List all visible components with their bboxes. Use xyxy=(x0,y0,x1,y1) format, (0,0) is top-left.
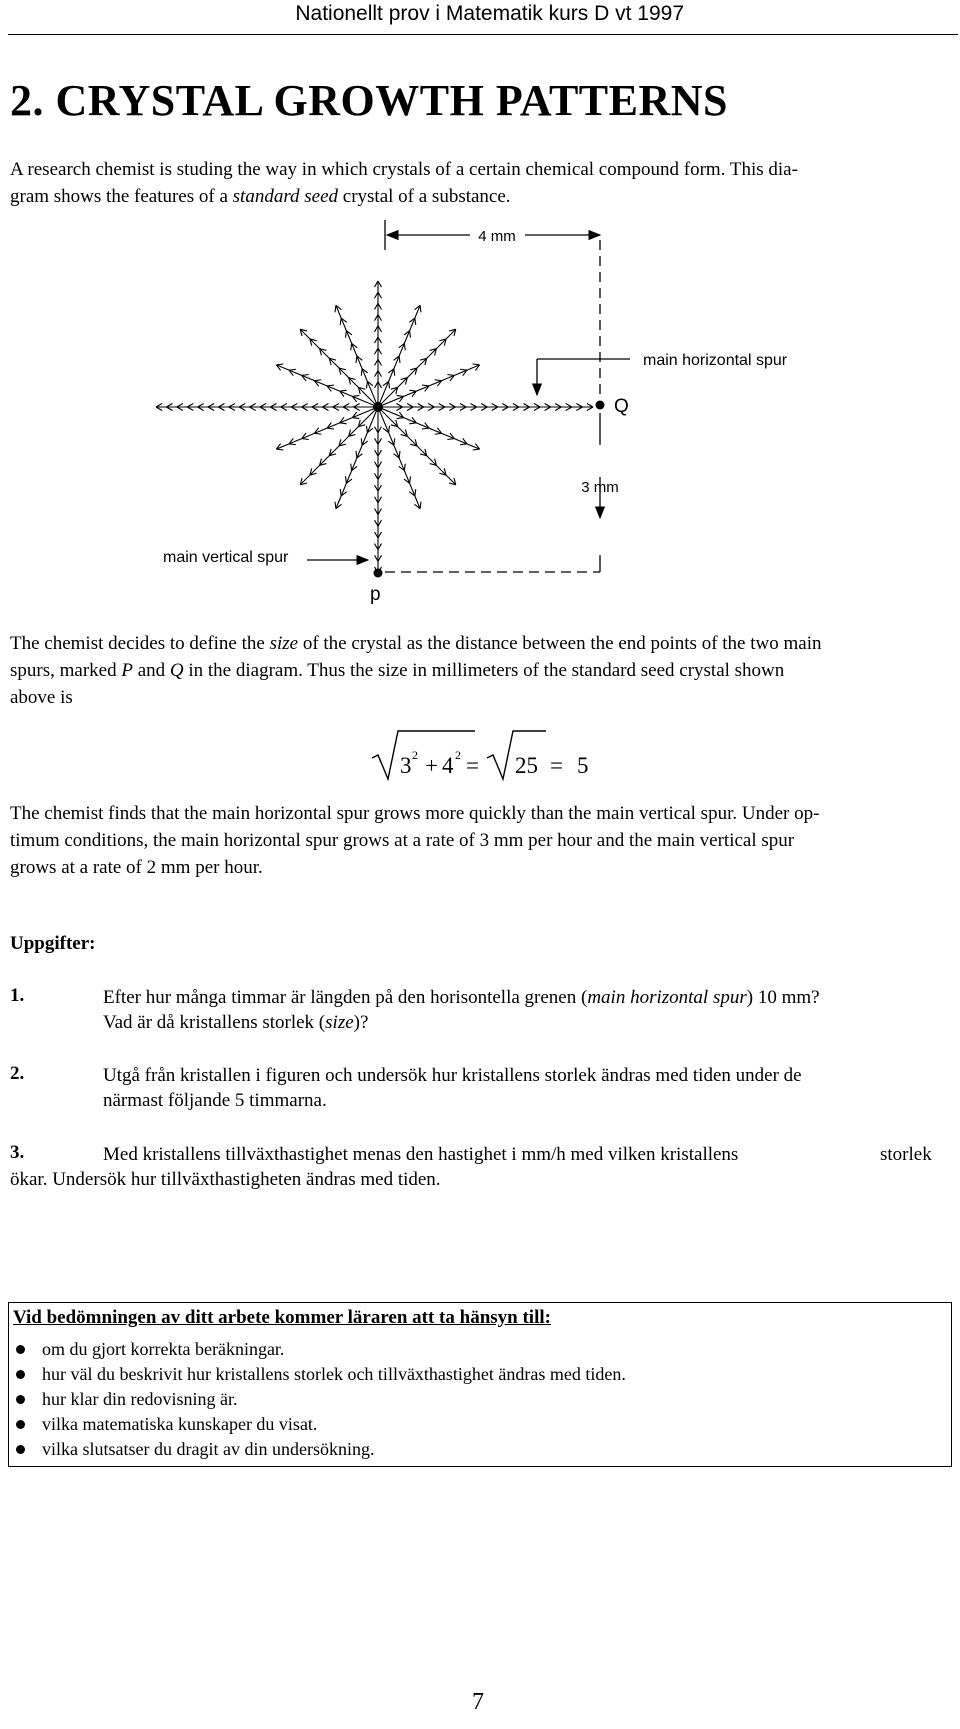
crystal-barb xyxy=(447,439,454,440)
size-line-2: spurs, marked P and Q in the diagram. Thus the size in millimeters of the standard seed crystal shown xyxy=(10,660,785,681)
crystal-barb xyxy=(302,439,309,440)
crystal-seed xyxy=(156,281,593,573)
crystal-barb xyxy=(366,381,367,388)
crystal-barb xyxy=(420,305,421,312)
page-header: Nationellt prov i Matematik kurs D vt 1997 xyxy=(295,2,684,25)
crystal-barb xyxy=(345,476,346,483)
formula-plus: + xyxy=(425,753,438,778)
growth-paragraph xyxy=(10,800,945,881)
dimension-3mm xyxy=(385,413,600,572)
intro-line-2: gram shows the features of a standard seed crystal of a substance. xyxy=(10,186,511,207)
dimension-4mm-label: 4 mm xyxy=(478,228,516,245)
crystal-center xyxy=(373,402,383,412)
label-q: Q xyxy=(614,396,629,417)
task-3-number: 3. xyxy=(10,1142,25,1163)
size-line-3: above is xyxy=(10,687,73,708)
formula-radicand: 25 xyxy=(515,753,538,778)
crystal-barb xyxy=(447,374,454,375)
crystal-barb xyxy=(327,428,334,429)
label-main-vertical-spur: main vertical spur xyxy=(163,549,289,566)
task-1-number: 1. xyxy=(10,985,25,1006)
crystal-barb xyxy=(335,502,336,509)
crystal-barb xyxy=(409,423,416,424)
crystal-barb xyxy=(397,418,404,419)
crystal-barb xyxy=(351,343,352,350)
formula-term-b: 4 xyxy=(442,753,454,778)
header-rule xyxy=(8,34,958,35)
crystal-barb xyxy=(361,369,362,376)
crystal-barb xyxy=(289,444,296,445)
crystal-barb xyxy=(314,380,321,381)
point-p xyxy=(374,569,383,578)
crystal-barb xyxy=(352,418,359,419)
crystal-barb xyxy=(399,356,400,363)
crystal-barb xyxy=(422,385,429,386)
formula-eq-2: = xyxy=(550,753,563,778)
growth-line-3: grows at a rate of 2 mm per hour. xyxy=(10,857,263,878)
crystal-barb xyxy=(473,449,480,450)
crystal-barb xyxy=(276,449,283,450)
crystal-barb xyxy=(340,489,341,496)
crystal-barb xyxy=(276,364,283,365)
point-q xyxy=(596,401,605,410)
size-formula xyxy=(370,725,620,785)
crystal-barb xyxy=(352,395,359,396)
assessment-list xyxy=(9,1337,626,1462)
assessment-box xyxy=(8,1302,952,1467)
crystal-barb xyxy=(356,451,357,458)
crystal-barb xyxy=(410,476,411,483)
formula-exp-a: 2 xyxy=(412,748,418,762)
crystal-barb xyxy=(389,426,390,433)
task-1-text: Efter hur många timmar är längden på den horisontella grenen (main horizontal spur) 10 mm? Vad är då kristallens storlek (size)? xyxy=(103,987,820,1033)
formula-result: 5 xyxy=(577,753,589,778)
assessment-item: vilka matematiska kunskaper du visat. xyxy=(9,1412,626,1437)
tasks-heading: Uppgifter: xyxy=(10,933,96,954)
crystal-barb xyxy=(351,464,352,471)
crystal-barb xyxy=(473,364,480,365)
crystal-barb xyxy=(404,343,405,350)
page-number: 7 xyxy=(472,1689,484,1715)
task-2-text: Utgå från kristallen i figuren och undersök hur kristallens storlek ändras med tiden under de närmast följande 5 timmarna. xyxy=(103,1065,802,1111)
size-definition-paragraph xyxy=(10,630,945,711)
crystal-barb xyxy=(399,451,400,458)
dimension-3mm-label: 3 mm xyxy=(581,479,619,496)
crystal-barb xyxy=(410,331,411,338)
crystal-barb xyxy=(422,428,429,429)
bullet-icon xyxy=(16,1395,25,1404)
crystal-barb xyxy=(340,390,347,391)
bullet-icon xyxy=(16,1345,25,1354)
page-title: 2. CRYSTAL GROWTH PATTERNS xyxy=(10,76,729,125)
task-2-number: 2. xyxy=(10,1063,25,1084)
crystal-barb xyxy=(415,489,416,496)
assessment-item: om du gjort korrekta beräkningar. xyxy=(9,1337,626,1362)
crystal-diagram xyxy=(0,215,960,615)
callout-horizontal xyxy=(537,359,630,395)
crystal-barb xyxy=(394,438,395,445)
crystal-barb xyxy=(361,438,362,445)
crystal-barb xyxy=(397,395,404,396)
task-3-line-2: ökar. Undersök hur tillväxthastigheten ändras med tiden. xyxy=(10,1169,441,1190)
task-3-line-1: Med kristallens tillväxthastighet menas den hastighet i mm/h med vilken kristallens xyxy=(103,1144,739,1165)
crystal-barb xyxy=(460,444,467,445)
formula-term-a: 3 xyxy=(400,753,412,778)
intro-paragraph xyxy=(10,156,945,210)
assessment-item: hur väl du beskrivit hur kristallens storlek och tillväxthastighet ändras med tiden. xyxy=(9,1362,626,1387)
crystal-barb xyxy=(420,502,421,509)
intro-line-1: A research chemist is studing the way in which crystals of a certain chemical compound form. This dia- xyxy=(10,159,798,180)
growth-line-2: timum conditions, the main horizontal spur grows at a rate of 3 mm per hour and the main vertical spur xyxy=(10,830,795,851)
crystal-barb xyxy=(289,369,296,370)
crystal-barb xyxy=(356,356,357,363)
crystal-barb xyxy=(415,318,416,325)
crystal-barb xyxy=(394,369,395,376)
formula-exp-b: 2 xyxy=(455,748,461,762)
task-3-line-1-end: storlek xyxy=(880,1144,932,1165)
crystal-barb xyxy=(340,423,347,424)
crystal-barb xyxy=(435,433,442,434)
assessment-item: vilka slutsatser du dragit av din undersökning. xyxy=(9,1437,626,1462)
crystal-barb xyxy=(460,369,467,370)
label-p: p xyxy=(370,584,381,605)
crystal-barb xyxy=(327,385,334,386)
growth-line-1: The chemist finds that the main horizontal spur grows more quickly than the main vertical spur. Under op- xyxy=(10,803,820,824)
assessment-item: hur klar din redovisning är. xyxy=(9,1387,626,1412)
crystal-barb xyxy=(345,331,346,338)
crystal-barb xyxy=(366,426,367,433)
formula-eq-1: = xyxy=(466,753,479,778)
crystal-barb xyxy=(335,305,336,312)
crystal-barb xyxy=(404,464,405,471)
label-main-horizontal-spur: main horizontal spur xyxy=(643,352,788,369)
bullet-icon xyxy=(16,1370,25,1379)
crystal-barb xyxy=(340,318,341,325)
size-line-1: The chemist decides to define the size of the crystal as the distance between the end points of the two main xyxy=(10,633,822,654)
crystal-barb xyxy=(314,433,321,434)
crystal-barb xyxy=(409,390,416,391)
crystal-barb xyxy=(302,374,309,375)
assessment-title: Vid bedömningen av ditt arbete kommer läraren att ta hänsyn till: xyxy=(13,1307,551,1328)
bullet-icon xyxy=(16,1420,25,1429)
crystal-barb xyxy=(389,381,390,388)
bullet-icon xyxy=(16,1445,25,1454)
crystal-barb xyxy=(435,380,442,381)
